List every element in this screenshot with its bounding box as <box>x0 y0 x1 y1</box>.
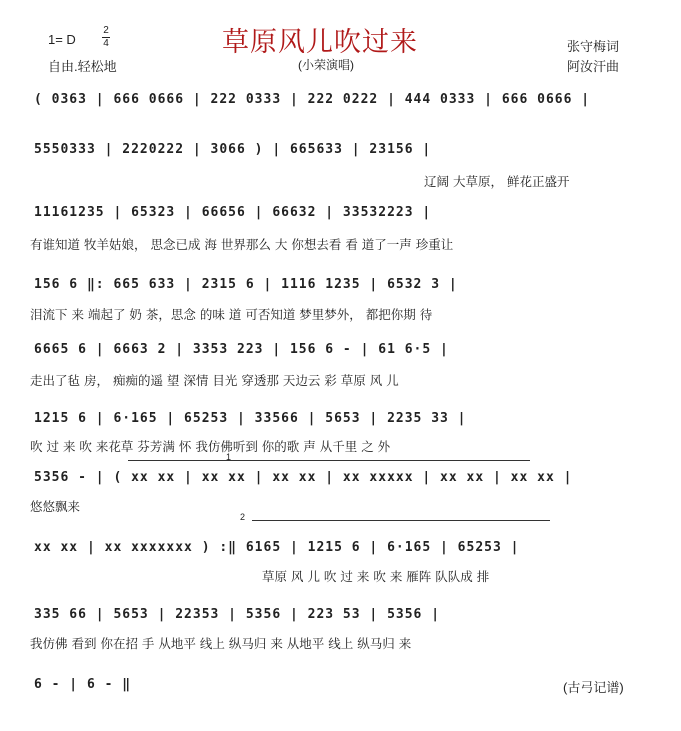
transcriber-credit: (古弓记谱) <box>563 680 624 695</box>
song-title: 草原风儿吹过来 <box>222 27 418 58</box>
lyrics-line-6: 吹 过 来 吹 来花草 芬芳满 怀 我仿佛听到 你的歌 声 从千里 之 外 <box>30 439 391 454</box>
lyrics-line-5: 走出了毡 房， 痴痴的遥 望 深情 目光 穿透那 天边云 彩 草原 风 儿 <box>30 373 399 388</box>
score-line-3: 11161235 | 65323 | 66656 | 66632 | 33532223 | <box>34 205 432 220</box>
key-signature: 1= D <box>48 32 76 47</box>
score-line-5: 6665 6 | 6663 2 | 3353 223 | 156 6 - | 61 6·5 | <box>34 342 449 357</box>
score-line-9: 335 66 | 5653 | 22353 | 5356 | 223 53 | 5356 | <box>34 607 441 622</box>
volta-1-bracket <box>128 460 530 461</box>
score-line-8: xx xx | xx xxxxxxx ) :‖ 6165 | 1215 6 | 6·165 | 65253 | <box>34 540 520 555</box>
volta-1-number: 1 <box>226 452 232 462</box>
lyricist-credit: 张守梅词 <box>567 39 620 54</box>
time-signature-bottom: 4 <box>103 38 109 49</box>
score-line-4: 156 6 ‖: 665 633 | 2315 6 | 1116 1235 | 6532 3 | <box>34 277 458 292</box>
score-line-2: 5550333 | 2220222 | 3066 ) | 665633 | 23156 | <box>34 142 432 157</box>
score-line-7: 5356 - | ( xx xx | xx xx | xx xx | xx xxxxx | xx xx | xx xx | <box>34 470 573 485</box>
lyrics-line-2: 辽阔 大草原， 鲜花正盛开 <box>424 174 570 189</box>
volta-2-number: 2 <box>240 512 246 522</box>
score-line-6: 1215 6 | 6·165 | 65253 | 33566 | 5653 | 2235 33 | <box>34 411 467 426</box>
score-line-1: ( 0363 | 666 0666 | 222 0333 | 222 0222 | 444 0333 | 666 0666 | <box>34 92 591 107</box>
time-signature <box>102 26 110 49</box>
score-line-10: 6 - | 6 - ‖ <box>34 677 132 692</box>
lyrics-line-4: 泪流下 来 端起了 奶 茶，思念 的味 道 可否知道 梦里梦外， 都把你期 待 <box>30 307 433 322</box>
lyrics-line-8: 草原 风 儿 吹 过 来 吹 来 雁阵 队队成 排 <box>262 569 490 584</box>
lyrics-line-7: 悠悠飘来 <box>30 499 81 514</box>
volta-2-bracket <box>252 520 550 521</box>
composer-credit: 阿汝汗曲 <box>567 59 620 74</box>
performer-subtitle: (小荣演唱) <box>298 58 354 72</box>
tempo-marking: 自由.轻松地 <box>48 59 117 74</box>
time-signature-top: 2 <box>103 25 109 36</box>
lyrics-line-3: 有谁知道 牧羊姑娘， 思念已成 海 世界那么 大 你想去看 看 道了一声 珍重让 <box>30 237 454 252</box>
lyrics-line-9: 我仿佛 看到 你在招 手 从地平 线上 纵马归 来 从地平 线上 纵马归 来 <box>30 636 412 651</box>
